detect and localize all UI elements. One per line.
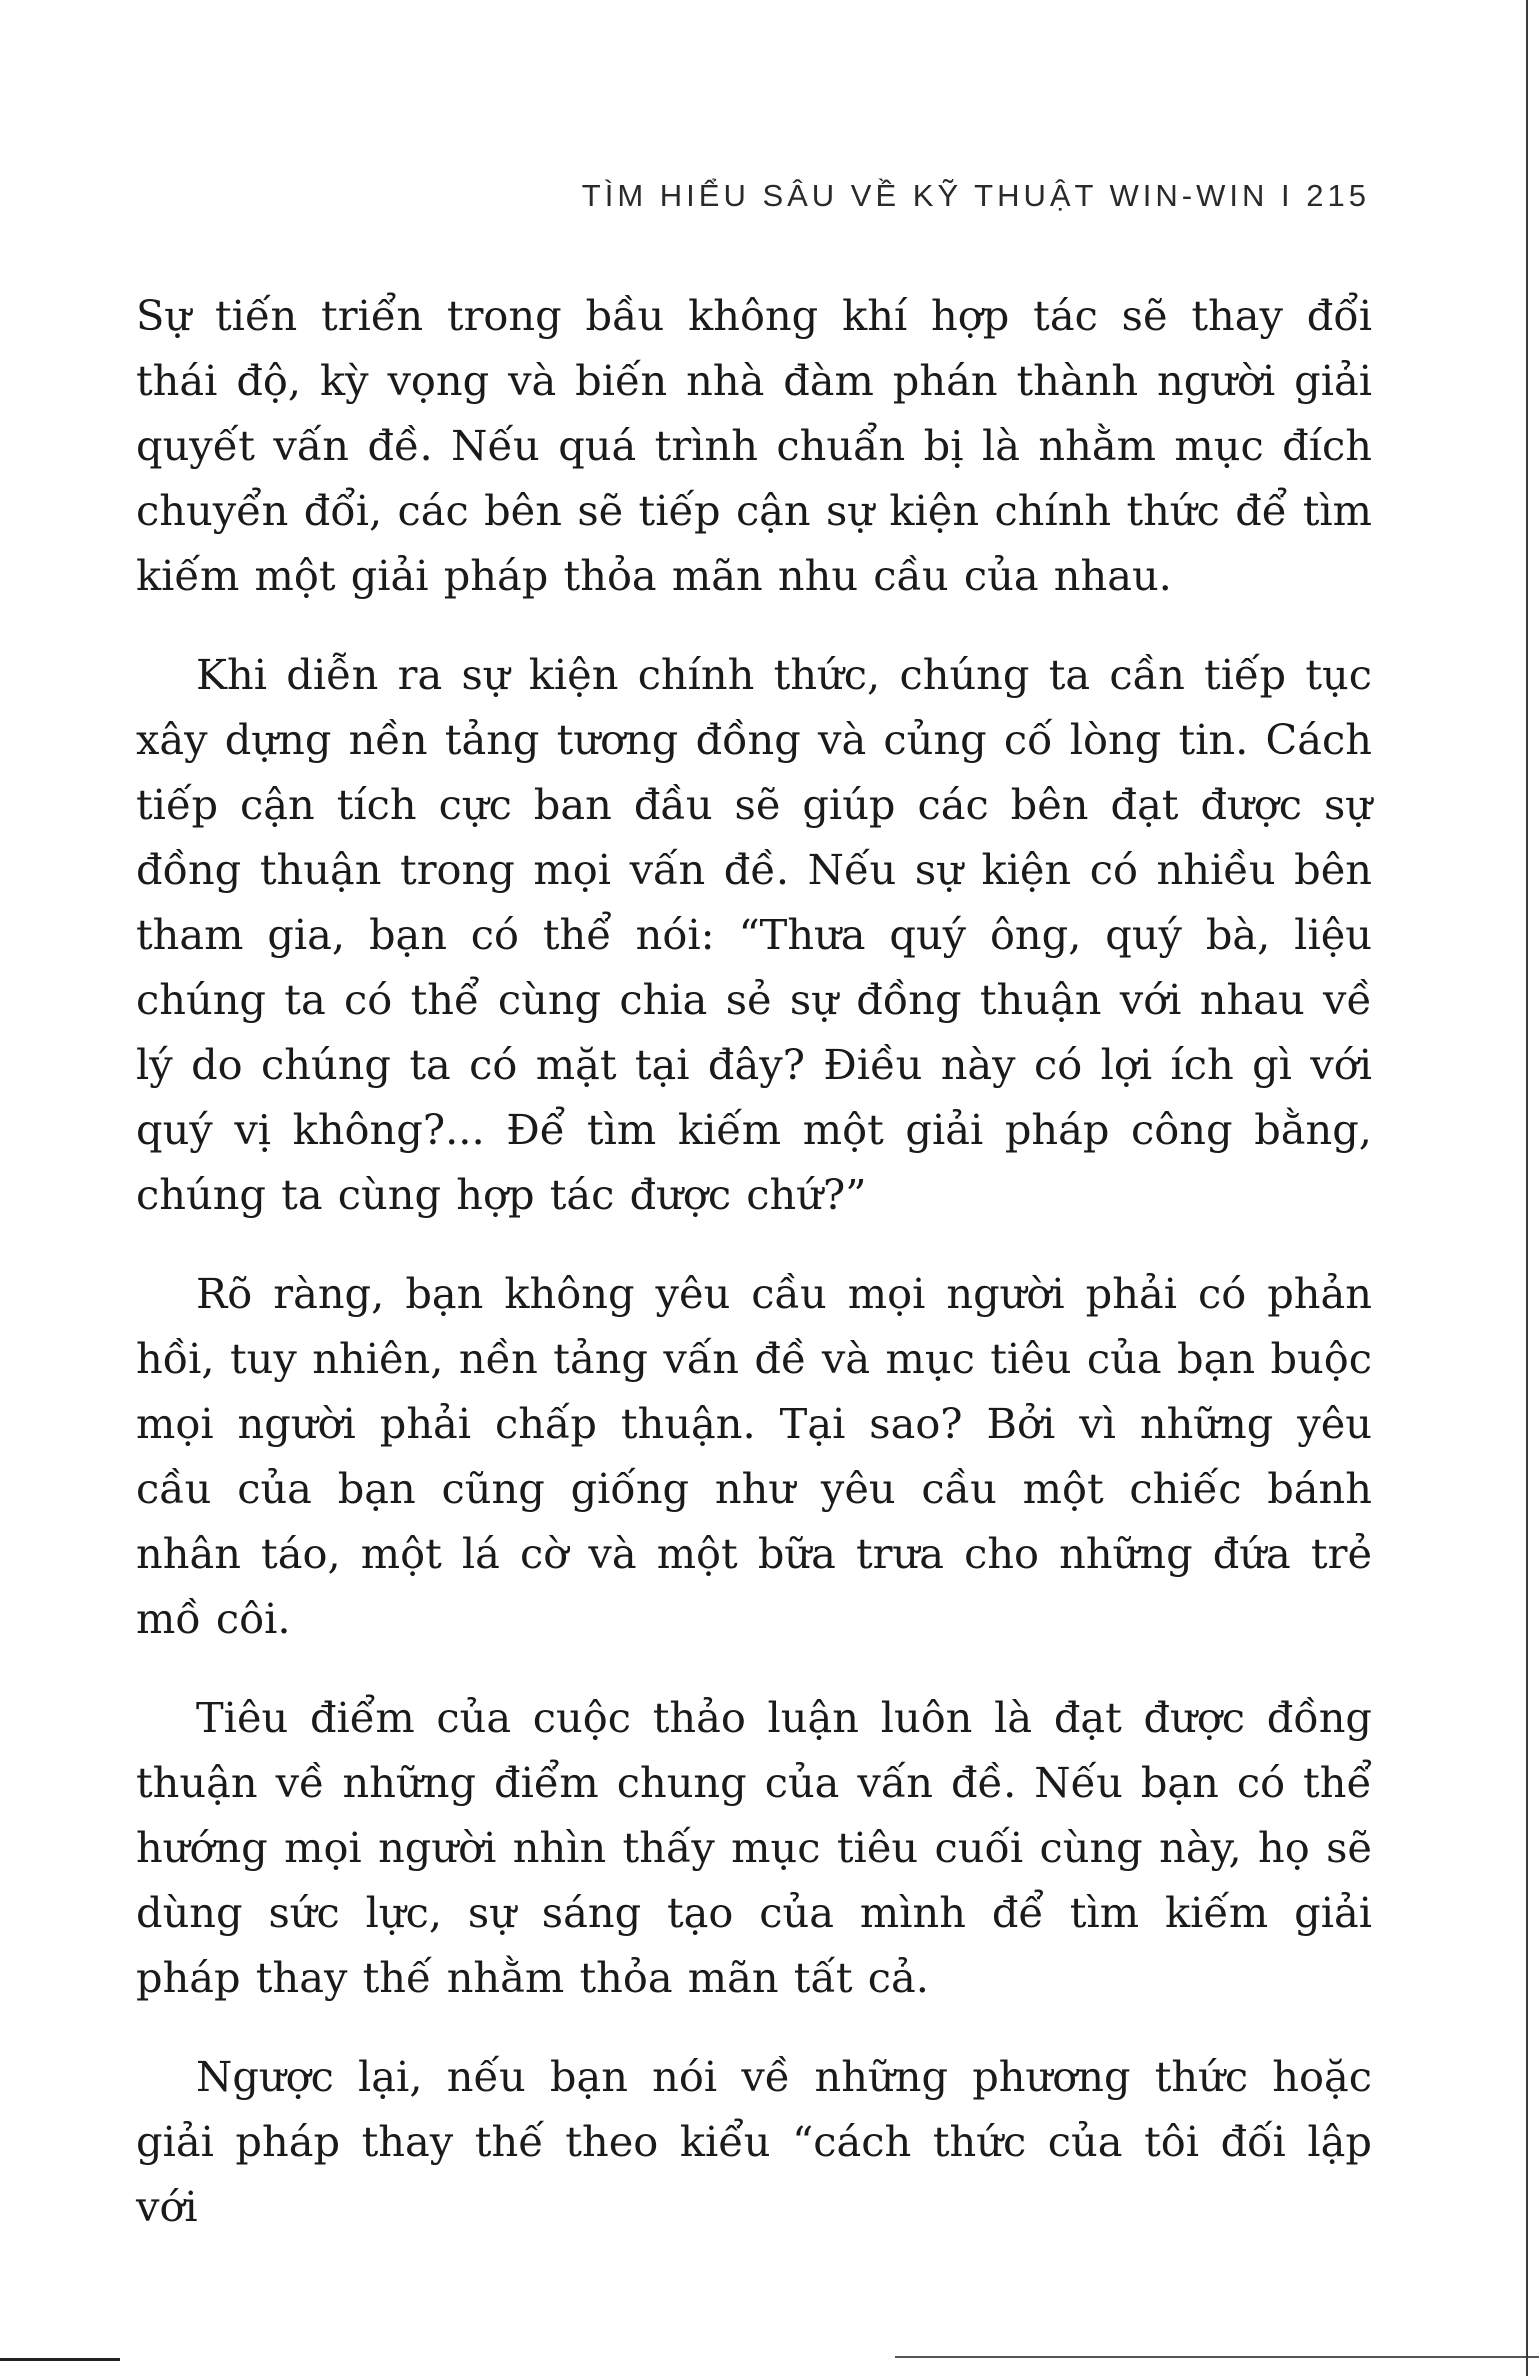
paragraph-3: Rõ ràng, bạn không yêu cầu mọi người phải có phản hồi, tuy nhiên, nền tảng vấn đề và mục tiêu của bạn buộc mọi người phải chấp thuận. Tại sao? Bởi vì những yêu cầu của bạn cũng giống như yêu cầu một chiếc bánh nhân táo, một lá cờ và một bữa trưa cho những đứa trẻ mồ côi. [136, 1269, 1372, 1643]
running-header [460, 178, 1370, 214]
scan-edge-right [895, 2356, 1539, 2358]
paragraph-4: Tiêu điểm của cuộc thảo luận luôn là đạt được đồng thuận về những điểm chung của vấn đề. Nếu bạn có thể hướng mọi người nhìn thấy mục tiêu cuối cùng này, họ sẽ dùng sức lực, sự sáng tạo của mình để tìm kiếm giải pháp thay thế nhằm thỏa mãn tất cả. [136, 1693, 1372, 2002]
page-edge [1526, 0, 1528, 2376]
paragraph-2: Khi diễn ra sự kiện chính thức, chúng ta cần tiếp tục xây dựng nền tảng tương đồng và củng cố lòng tin. Cách tiếp cận tích cực ban đầu sẽ giúp các bên đạt được sự đồng thuận trong mọi vấn đề. Nếu sự kiện có nhiều bên tham gia, bạn có thể nói: “Thưa quý ông, quý bà, liệu chúng ta có thể cùng chia sẻ sự đồng thuận với nhau về lý do chúng ta có mặt tại đây? Điều này có lợi ích gì với quý vị không?... Để tìm kiếm một giải pháp công bằng, chúng ta cùng hợp tác được chứ?” [136, 650, 1372, 1219]
paragraph-1: Sự tiến triển trong bầu không khí hợp tác sẽ thay đổi thái độ, kỳ vọng và biến nhà đàm phán thành người giải quyết vấn đề. Nếu quá trình chuẩn bị là nhằm mục đích chuyển đổi, các bên sẽ tiếp cận sự kiện chính thức để tìm kiếm một giải pháp thỏa mãn nhu cầu của nhau. [136, 291, 1372, 600]
page-number: 215 [1306, 178, 1370, 213]
header-separator: I [1281, 178, 1294, 213]
header-title: TÌM HIỂU SÂU VỀ KỸ THUẬT WIN-WIN [581, 178, 1269, 213]
scan-edge-left [0, 2358, 120, 2361]
page-body [136, 283, 1372, 2273]
paragraph-5: Ngược lại, nếu bạn nói về những phương thức hoặc giải pháp thay thế theo kiểu “cách thức của tôi đối lập với [136, 2052, 1372, 2231]
